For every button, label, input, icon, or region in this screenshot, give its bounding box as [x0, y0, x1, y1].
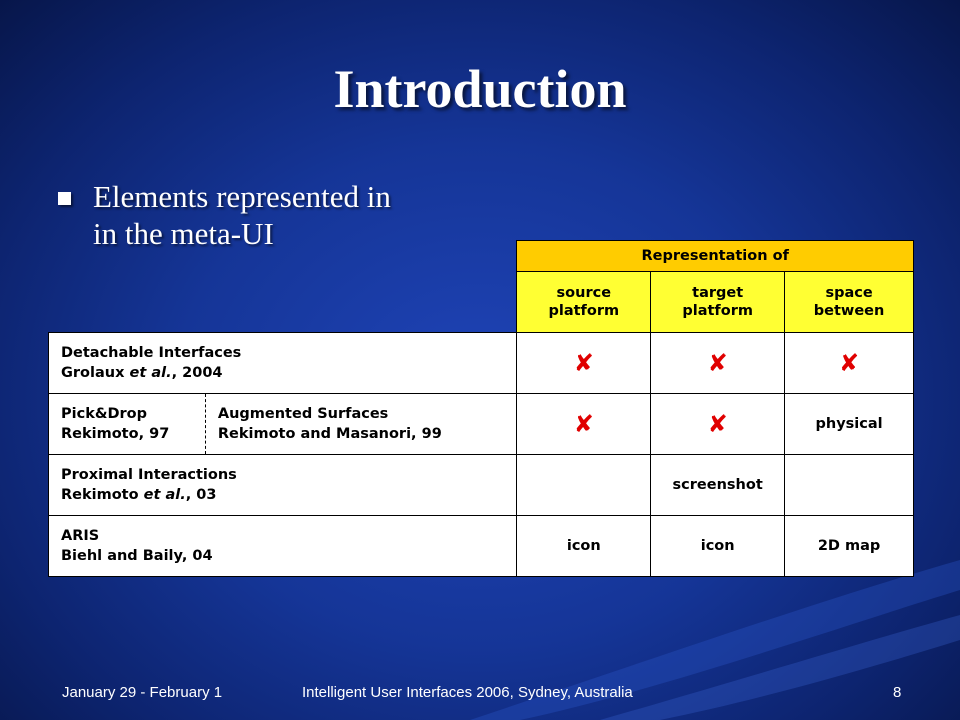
row-name-augmented-surfaces: Augmented Surfaces Rekimoto and Masanori, 99 — [205, 394, 517, 455]
header-space-between: space between — [785, 272, 914, 333]
table-cell: icon — [517, 516, 651, 577]
bullet-line-1: Elements represented in — [93, 179, 391, 214]
table-cell: screenshot — [651, 455, 785, 516]
cross-icon: ✘ — [785, 333, 914, 394]
cross-icon: ✘ — [517, 394, 651, 455]
header-representation-of: Representation of — [517, 241, 914, 272]
table-row — [49, 394, 914, 455]
row-name-pick-drop: Pick&Drop Rekimoto, 97 — [49, 394, 206, 455]
cross-icon: ✘ — [651, 333, 785, 394]
table-cell: icon — [651, 516, 785, 577]
page-number: 8 — [893, 684, 902, 701]
cross-icon: ✘ — [517, 333, 651, 394]
square-bullet-icon — [58, 192, 71, 205]
meta-ui-table — [48, 240, 914, 577]
footer-date: January 29 - February 1 — [62, 684, 223, 701]
table-cell — [517, 455, 651, 516]
row-name-proximal-interactions: Proximal Interactions Rekimoto et al., 03 — [49, 455, 517, 516]
row-name-aris: ARIS Biehl and Baily, 04 — [49, 516, 517, 577]
header-source-platform: source platform — [517, 272, 651, 333]
cross-icon: ✘ — [651, 394, 785, 455]
slide-title: Introduction — [333, 59, 627, 119]
row-name-detachable-interfaces: Detachable Interfaces Grolaux et al., 2004 — [49, 333, 517, 394]
table-cell — [785, 455, 914, 516]
footer-conference: Intelligent User Interfaces 2006, Sydney, Australia — [302, 684, 633, 701]
header-target-platform: target platform — [651, 272, 785, 333]
table-cell: physical — [785, 394, 914, 455]
table-cell: 2D map — [785, 516, 914, 577]
table-row — [49, 455, 914, 516]
table-row — [49, 516, 914, 577]
table-row — [49, 333, 914, 394]
bullet-line-2: in the meta-UI — [93, 216, 274, 251]
